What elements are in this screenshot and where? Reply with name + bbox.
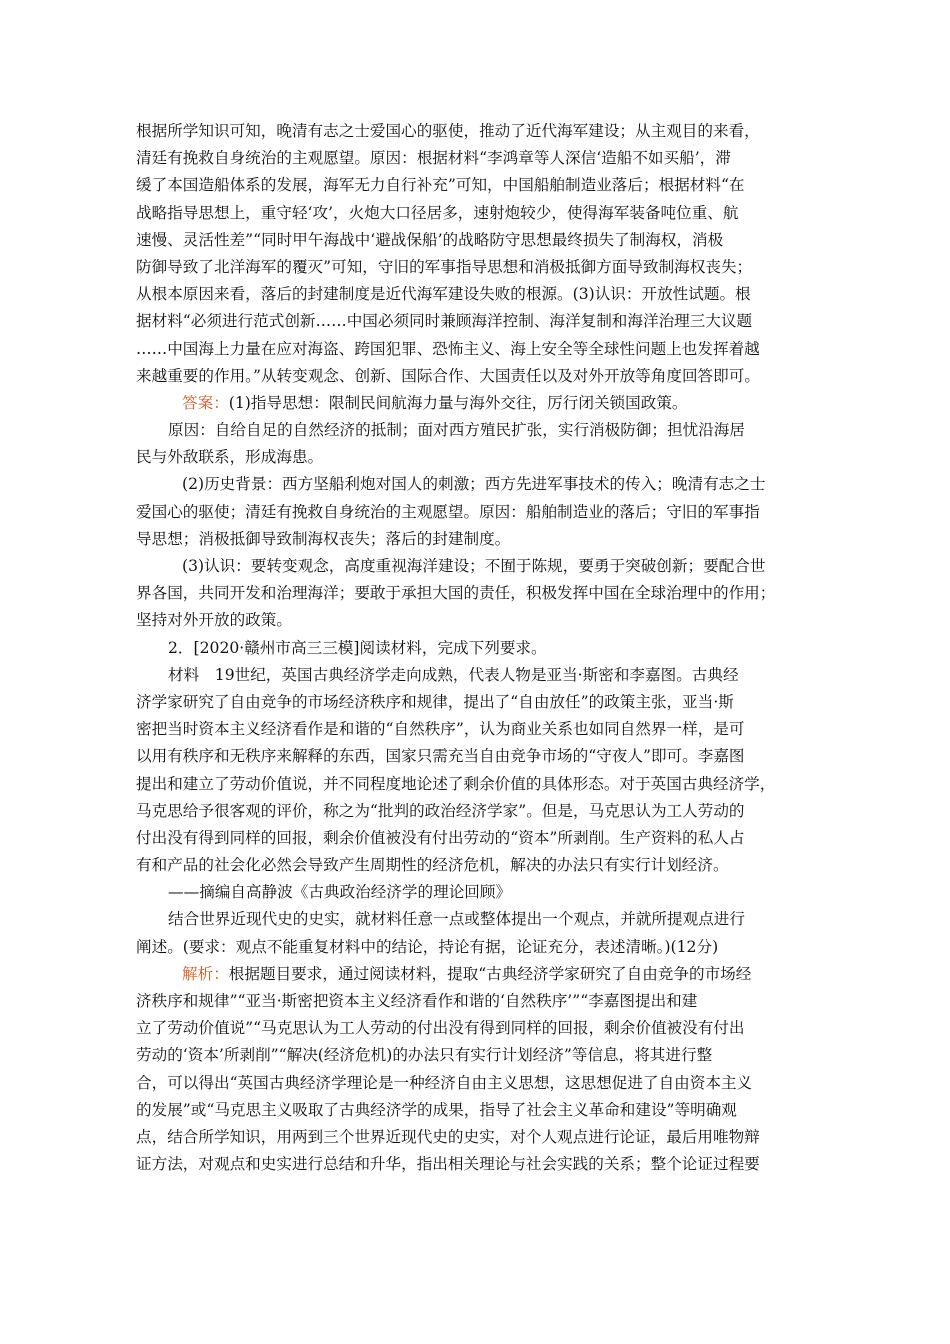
text-line: 缓了本国造船体系的发展，海军无力自行补充”可知，中国船舶制造业落后；根据材料“在: [136, 176, 745, 195]
text-line: 坚持对外开放的政策。: [136, 611, 292, 630]
text-line: 界各国，共同开发和治理海洋；要敢于承担大国的责任，积极发挥中国在全球治理中的作用；: [136, 584, 776, 603]
text-line: 以用有秩序和无秩序来解释的东西，国家只需充当自由竞争市场的“守夜人”即可。李嘉图: [136, 747, 745, 766]
text-line: 来越重要的作用。”从转变观念、创新、国际合作、大国责任以及对外开放等角度回答即可。: [136, 366, 760, 385]
question-heading: 2．[2020·赣州市高三三模]阅读材料，完成下列要求。: [168, 638, 547, 657]
answer-text: (1)指导思想：限制民间航海力量与海外交往，厉行闭关锁国政策。: [228, 393, 688, 412]
text-line: 民与外敌联系，形成海患。: [136, 448, 324, 467]
text-line: 清廷有挽救自身统治的主观愿望。原因：根据材料“李鸿章等人深信‘造船不如买船’，滞: [136, 149, 731, 168]
answer-section: [136, 390, 828, 635]
text-line: 济学家研究了自由竞争的市场经济秩序和规律，提出了“自由放任”的政策主张，亚当·斯: [136, 692, 734, 711]
text-line: 阐述。(要求：观点不能重复材料中的结论，持论有据，论证充分，表述清晰。)(12分): [136, 937, 719, 956]
text-line: 马克思给予很客观的评价，称之为“批判的政治经济学家”。但是，马克思认为工人劳动的: [136, 801, 745, 820]
text-line: 导思想；消极抵御导致制海权丧失；落后的封建制度。: [136, 529, 511, 548]
text-line: 结合世界近现代史的史实，就材料任意一点或整体提出一个观点，并就所提观点进行: [168, 910, 745, 929]
intro-paragraph: [136, 118, 828, 390]
text-line: 密把当时资本主义经济看作是和谐的“自然秩序”，认为商业关系也如同自然界一样，是可: [136, 720, 745, 739]
text-line: 根据所学知识可知，晚清有志之士爱国心的驱使，推动了近代海军建设；从主观目的来看，: [136, 122, 760, 140]
text-line: 证方法，对观点和史实进行总结和升华，指出相关理论与社会实践的关系；整个论证过程要: [136, 1155, 760, 1174]
text-line: (2)历史背景：西方坚船利炮对国人的刺激；西方先进军事技术的传入；晚清有志之士: [182, 475, 766, 494]
text-line: 速慢、灵活性差”“同时甲午海战中‘避战保船’的战略防守思想最终损失了制海权，消极: [136, 230, 724, 249]
text-line: 从根本原因来看，落后的封建制度是近代海军建设失败的根源。(3)认识：开放性试题。根: [136, 285, 751, 304]
analysis-text: 根据题目要求，通过阅读材料，提取“古典经济学家研究了自由竞争的市场经: [228, 964, 752, 983]
analysis-label: 解析：: [182, 964, 229, 983]
text-line: 爱国心的驱使；清廷有挽救自身统治的主观愿望。原因：船舶制造业的落后；守旧的军事指: [136, 502, 760, 521]
document-page: [136, 118, 828, 1178]
text-line: 据材料“必须进行范式创新……中国必须同时兼顾海洋控制、海洋复制和海洋治理三大议题: [136, 312, 753, 331]
text-line: 合，可以得出“英国古典经济学理论是一种经济自由主义思想，这思想促进了自由资本主义: [136, 1073, 753, 1092]
text-line: 战略指导思想上，重守轻‘攻’，火炮大口径居多，速射炮较少，使得海军装备吨位重、航: [136, 203, 739, 222]
question-2: [136, 635, 828, 961]
text-line: 原因：自给自足的自然经济的抵制；面对西方殖民扩张，实行消极防御；担忧沿海居: [168, 421, 745, 440]
analysis-section: [136, 961, 828, 1179]
text-line: 的发展”或“马克思主义吸取了古典经济学的成果，指导了社会主义革命和建设”等明确观: [136, 1100, 737, 1119]
text-line: 立了劳动价值说”“马克思认为工人劳动的付出没有得到同样的回报，剩余价值被没有付出: [136, 1019, 745, 1038]
text-line: 提出和建立了劳动价值说，并不同程度地论述了剩余价值的具体形态。对于英国古典经济学，: [136, 774, 776, 793]
text-line: (3)认识：要转变观念，高度重视海洋建设；不囿于陈规，要勇于突破创新；要配合世: [182, 557, 766, 575]
text-line: 劳动的‘资本’所剥削”“解决(经济危机)的办法只有实行计划经济”等信息，将其进行整: [136, 1046, 713, 1065]
text-line: 点，结合所学知识，用两到三个世界近现代史的史实，对个人观点进行论证，最后用唯物辩: [136, 1127, 760, 1146]
answer-label: 答案：: [182, 393, 229, 412]
text-line: ……中国海上力量在应对海盗、跨国犯罪、恐怖主义、海上安全等全球性问题上也发挥着越: [136, 339, 760, 358]
source-citation: ——摘编自高静波《古典政治经济学的理论回顾》: [168, 883, 512, 902]
analysis-line: [136, 961, 828, 988]
text-line: 材料 19世纪，英国古典经济学走向成熟，代表人物是亚当·斯密和李嘉图。古典经: [168, 665, 739, 684]
text-line: 付出没有得到同样的回报，剩余价值被没有付出劳动的“资本”所剥削。生产资料的私人占: [136, 828, 745, 847]
text-line: 有和产品的社会化必然会导致产生周期性的经济危机，解决的办法只有实行计划经济。: [136, 856, 729, 875]
answer-line: [136, 390, 828, 417]
text-line: 防御导致了北洋海军的覆灭”可知，守旧的军事指导思想和消极抵御方面导致制海权丧失；: [136, 257, 753, 276]
text-line: 济秩序和规律”“亚当·斯密把资本主义经济看作和谐的‘自然秩序’”“李嘉图提出和建: [136, 992, 698, 1010]
